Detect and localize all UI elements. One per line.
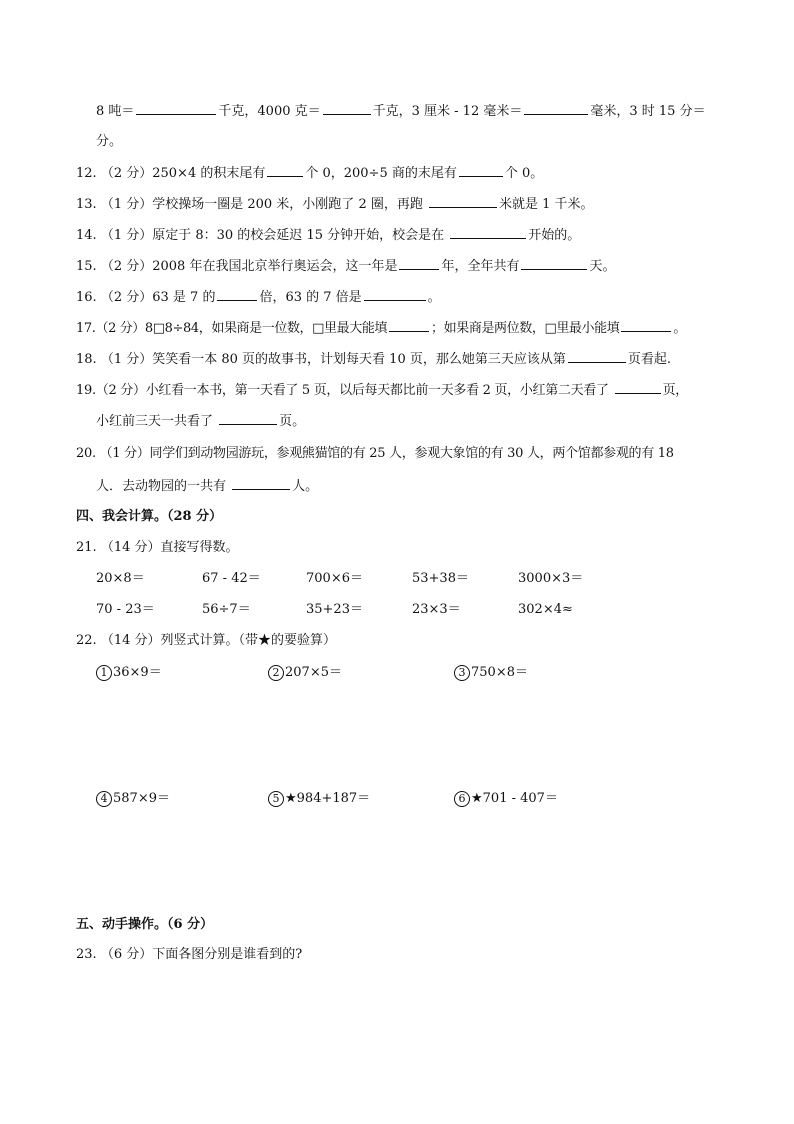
question-23: [76, 946, 302, 964]
question-text: 倍，63 的 7 倍是: [259, 290, 362, 305]
question-points: （2 分）: [100, 290, 153, 305]
answer-blank[interactable]: [429, 195, 497, 208]
calc-expression: 207×5＝: [285, 665, 342, 680]
circled-number: 6: [454, 791, 470, 807]
question-points: （6 分）: [100, 947, 153, 962]
answer-blank[interactable]: [267, 164, 303, 177]
answer-blank[interactable]: [389, 319, 429, 332]
question-number: 18.: [76, 352, 97, 367]
question-points: （1 分）: [100, 352, 153, 367]
q11-text-b: 千克，4000 克＝: [218, 104, 321, 119]
vertical-calc-item: [96, 664, 162, 682]
question-15: [76, 257, 615, 276]
question-points: （2 分）: [95, 383, 146, 398]
question-points: （1 分）: [100, 228, 153, 243]
q11-text-d: 毫米，3 时 15 分＝: [590, 104, 706, 119]
question-text: 列竖式计算。（带★的要验算）: [160, 633, 337, 648]
circled-number: 1: [96, 665, 112, 681]
calc-expression: ★984+187＝: [285, 791, 371, 806]
question-points: （2 分）: [95, 321, 145, 336]
question-number: 15.: [76, 259, 97, 274]
question-text: 米就是 1 千米。: [499, 197, 594, 212]
question-number: 16.: [76, 290, 97, 305]
calc-expression: 36×9＝: [113, 665, 162, 680]
question-text: 。: [427, 290, 441, 305]
question-20-line2: [96, 477, 318, 496]
question-text: 天。: [589, 259, 616, 274]
vertical-calc-item: [454, 664, 528, 682]
question-text: 人。: [292, 479, 319, 494]
question-text: 笑笑看一本 80 页的故事书，计划每天看 10 页，那么她第三天应该从第: [152, 352, 566, 367]
question-22: [76, 632, 336, 650]
question-number: 12.: [76, 166, 97, 181]
question-text: 原定于 8：30 的校会延迟 15 分钟开始，校会是在: [152, 228, 445, 243]
answer-blank[interactable]: [364, 288, 426, 301]
question-number: 13.: [76, 197, 97, 212]
q11-text-e: 分。: [96, 134, 123, 149]
question-number: 20.: [76, 446, 96, 461]
question-text: 同学们到动物园游玩，参观熊猫馆的有 25 人，参观大象馆的有 30 人，两个馆都参观的有 18: [149, 446, 674, 461]
calc-expression: 587×9＝: [113, 791, 170, 806]
circled-number: 2: [268, 665, 284, 681]
question-text: 页看起.: [627, 352, 671, 367]
question-16: [76, 288, 441, 307]
question-14: [76, 226, 580, 245]
question-points: （2 分）: [100, 166, 153, 181]
calc-item: 700×6＝: [306, 571, 363, 586]
vertical-calc-item: [96, 790, 170, 808]
question-18: [76, 350, 671, 369]
question-19: [76, 381, 688, 400]
calc-item: 67 - 42＝: [202, 571, 261, 586]
answer-blank[interactable]: [323, 102, 371, 115]
circled-number: 4: [96, 791, 112, 807]
question-text: 个 0，200÷5 商的末尾有: [305, 166, 457, 181]
answer-blank[interactable]: [399, 257, 439, 270]
question-number: 22.: [76, 633, 97, 648]
question-points: （14 分）: [100, 540, 161, 555]
circled-number: 3: [454, 665, 470, 681]
q11-line1: [96, 102, 706, 121]
calc-item: 70 - 23＝: [96, 602, 155, 617]
question-13: [76, 195, 594, 214]
question-text: 下面各图分别是谁看到的?: [152, 947, 303, 962]
answer-blank[interactable]: [219, 412, 277, 425]
calc-item: 3000×3＝: [518, 571, 584, 586]
question-text: 。: [673, 321, 686, 336]
q11-text-c: 千克，3 厘米 - 12 毫米＝: [372, 104, 523, 119]
question-points: （2 分）: [100, 259, 153, 274]
answer-blank[interactable]: [459, 164, 503, 177]
q11-line2: [96, 133, 122, 151]
circled-number: 5: [268, 791, 284, 807]
question-text: 2008 年在我国北京举行奥运会，这一年是: [152, 259, 398, 274]
vertical-calc-item: [268, 790, 370, 808]
question-20: [76, 445, 674, 463]
question-text: 小红前三天一共看了: [96, 414, 214, 429]
calc-expression: ★701 - 407＝: [471, 791, 558, 806]
question-text: 学校操场一圈是 200 米，小刚跑了 2 圈，再跑: [152, 197, 423, 212]
answer-blank[interactable]: [450, 226, 526, 239]
q11-text-a: 8 吨＝: [96, 104, 135, 119]
question-points: （1 分）: [100, 197, 153, 212]
question-text: 个 0。: [504, 166, 544, 181]
question-text: 小红看一本书，第一天看了 5 页，以后每天都比前一天多看 2 页，小红第二天看了: [145, 383, 609, 398]
question-text: ；如果商是两位数，□里最小能填: [431, 321, 620, 336]
question-text: 直接写得数。: [160, 540, 239, 555]
vertical-calc-item: [454, 790, 558, 808]
vertical-calc-item: [268, 664, 342, 682]
question-17: [76, 319, 686, 338]
question-text: 年，全年共有: [441, 259, 520, 274]
section-heading-5: 五、动手操作。（6 分）: [76, 917, 214, 932]
question-text: 63 是 7 的: [152, 290, 216, 305]
question-number: 19.: [76, 383, 96, 398]
question-number: 14.: [76, 228, 97, 243]
question-12: [76, 164, 543, 183]
calc-item: 20×8＝: [96, 571, 145, 586]
question-text: 250×4 的积末尾有: [152, 166, 266, 181]
answer-blank[interactable]: [524, 102, 588, 115]
question-number: 23.: [76, 947, 97, 962]
calc-item: 56÷7＝: [202, 602, 251, 617]
calc-item: 302×4≈: [518, 602, 573, 617]
question-text: 开始的。: [528, 228, 581, 243]
answer-blank[interactable]: [521, 257, 587, 270]
answer-blank[interactable]: [621, 319, 671, 332]
question-21: [76, 539, 239, 557]
answer-blank[interactable]: [568, 350, 626, 363]
section-heading-4: 四、我会计算。（28 分）: [76, 509, 223, 524]
question-points: （1 分）: [99, 446, 150, 461]
question-text: 页，: [662, 383, 689, 398]
calc-item: 23×3＝: [412, 602, 461, 617]
calc-item: 35+23＝: [306, 602, 363, 617]
answer-blank[interactable]: [615, 381, 661, 394]
answer-blank[interactable]: [232, 477, 290, 490]
question-19-line2: [96, 412, 305, 431]
calc-expression: 750×8＝: [471, 665, 528, 680]
answer-blank[interactable]: [136, 102, 216, 115]
question-number: 21.: [76, 540, 97, 555]
question-text: 8□8÷84，如果商是一位数，□里最大能填: [144, 321, 388, 336]
calc-item: 53+38＝: [412, 571, 469, 586]
question-text: 页。: [279, 414, 306, 429]
question-points: （14 分）: [100, 633, 161, 648]
question-number: 17.: [76, 321, 96, 336]
answer-blank[interactable]: [217, 288, 257, 301]
question-text: 人．去动物园的一共有: [96, 479, 227, 494]
